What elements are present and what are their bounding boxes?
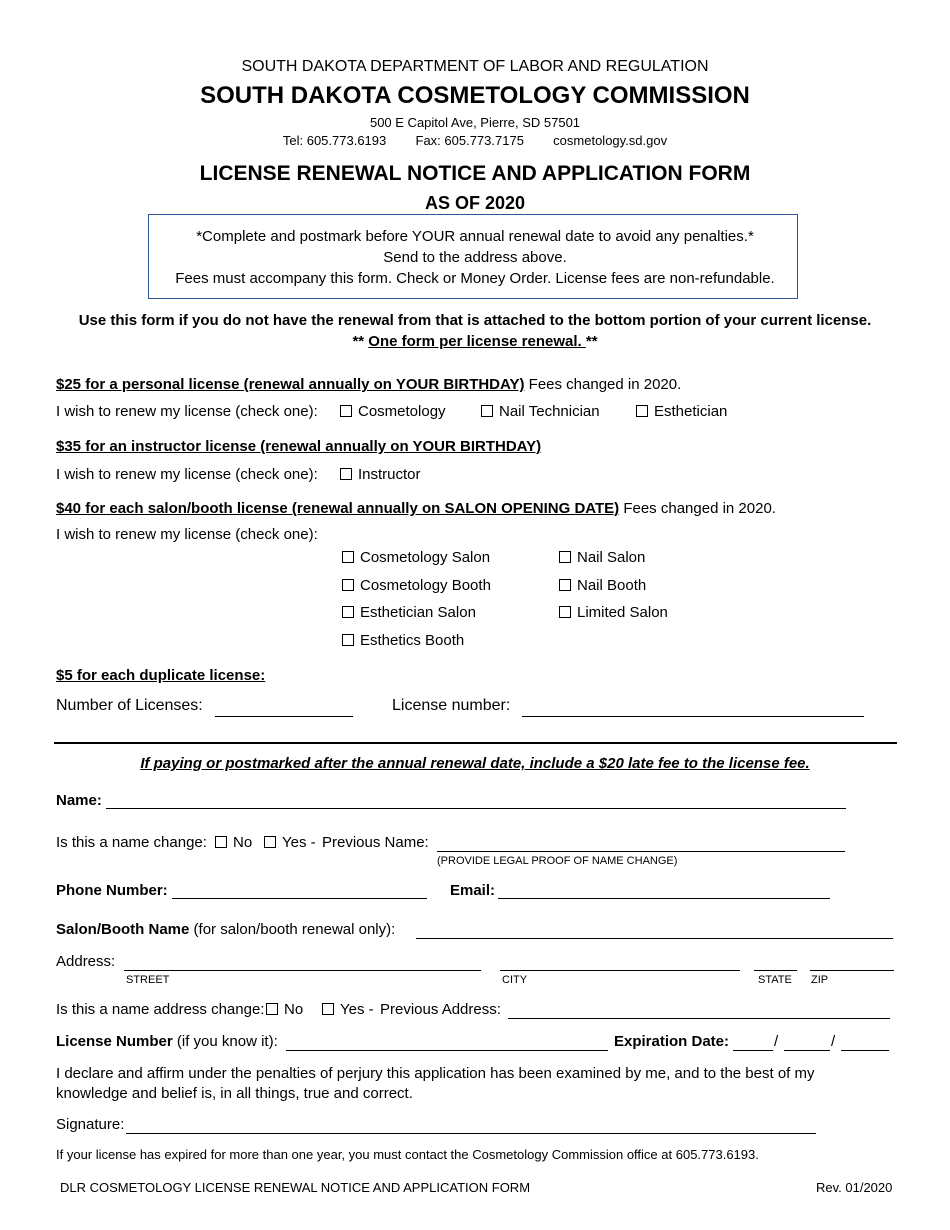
checkbox-icon (342, 551, 354, 563)
checkbox-nail-booth[interactable] (559, 577, 646, 594)
checkbox-label: Nail Technician (499, 403, 600, 420)
duplicate-license-heading: $5 for each duplicate license: (56, 667, 266, 684)
checkbox-icon (264, 836, 276, 848)
salon-name-note: (for salon/booth renewal only): (189, 921, 396, 938)
checkbox-icon (322, 1003, 334, 1015)
footer-form-name: DLR COSMETOLOGY LICENSE RENEWAL NOTICE AND APPLICATION FORM (60, 1180, 531, 1195)
section-divider (54, 742, 897, 744)
checkbox-label: Esthetics Booth (360, 632, 465, 649)
one-form-suffix: ** (585, 333, 598, 350)
checkbox-icon (559, 579, 571, 591)
one-form-text: One form per license renewal. (368, 333, 586, 350)
expiration-month-field[interactable] (733, 1050, 773, 1051)
checkbox-nail-technician[interactable] (481, 403, 600, 420)
license-number-known-label (56, 1033, 278, 1050)
instructor-prompt: I wish to renew my license (check one): (56, 466, 318, 483)
salon-heading-text: $40 for each salon/booth license (renewal annually on SALON OPENING DATE) (56, 500, 620, 517)
previous-name-label: Previous Name: (322, 834, 429, 851)
notice-line-2: Send to the address above. (383, 249, 567, 266)
checkbox-label: Esthetician Salon (360, 604, 476, 621)
personal-license-heading (56, 376, 681, 393)
personal-heading-text: $25 for a personal license (renewal annually on YOUR BIRTHDAY) (56, 376, 525, 393)
email-label: Email: (450, 882, 496, 899)
salon-prompt: I wish to renew my license (check one): (56, 526, 318, 543)
state-caption: STATE (758, 974, 792, 986)
checkbox-label: Esthetician (654, 403, 728, 420)
form-subtitle: AS OF 2020 (424, 193, 526, 213)
salon-name-bold: Salon/Booth Name (56, 921, 190, 938)
checkbox-label: Limited Salon (577, 604, 668, 621)
checkbox-icon (342, 634, 354, 646)
checkbox-limited-salon[interactable] (559, 604, 668, 621)
checkbox-label: No (284, 1001, 304, 1018)
street-caption: STREET (126, 974, 170, 986)
checkbox-label: Instructor (358, 466, 421, 483)
city-field[interactable] (500, 970, 740, 971)
number-of-licenses-field[interactable] (215, 716, 353, 717)
zip-field[interactable] (810, 970, 894, 971)
one-form-instruction (0, 333, 950, 350)
personal-prompt: I wish to renew my license (check one): (56, 403, 318, 420)
notice-line-1: *Complete and postmark before YOUR annual renewal date to avoid any penalties.* (196, 228, 754, 245)
checkbox-icon (215, 836, 227, 848)
name-change-label: Is this a name change: (56, 834, 207, 851)
checkbox-cosmetology-salon[interactable] (342, 549, 490, 566)
salon-booth-name-field[interactable] (416, 938, 893, 939)
checkbox-label: Cosmetology Salon (360, 549, 491, 566)
checkbox-icon (559, 551, 571, 563)
city-caption: CITY (502, 974, 528, 986)
expired-license-note: If your license has expired for more than one year, you must contact the Cosmetology Commission office at 605.773.6193. (56, 1147, 759, 1162)
license-number-field[interactable] (286, 1050, 608, 1051)
checkbox-icon (340, 405, 352, 417)
expiration-day-field[interactable] (784, 1050, 830, 1051)
duplicate-license-number-field[interactable] (522, 716, 864, 717)
salon-license-heading (56, 500, 776, 517)
checkbox-cosmetology[interactable] (340, 403, 446, 420)
address-label: Address: (56, 953, 116, 970)
license-number-label: License number: (392, 697, 511, 714)
checkbox-esthetics-booth[interactable] (342, 632, 464, 649)
checkbox-icon (342, 606, 354, 618)
checkbox-label: Cosmetology (358, 403, 446, 420)
checkbox-icon (340, 468, 352, 480)
phone-number-label: Phone Number: (56, 882, 168, 899)
checkbox-address-change-no[interactable] (266, 1001, 303, 1018)
name-label: Name: (56, 792, 102, 809)
license-number-note: (if you know it): (172, 1033, 278, 1050)
footer-revision: Rev. 01/2020 (816, 1180, 893, 1195)
date-separator-2: / (831, 1033, 836, 1050)
expiration-date-label: Expiration Date: (614, 1033, 730, 1050)
declaration-line-2: knowledge and belief is, in all things, true and correct. (56, 1085, 413, 1102)
checkbox-instructor[interactable] (340, 466, 421, 483)
checkbox-name-change-no[interactable] (215, 834, 252, 851)
checkbox-icon (481, 405, 493, 417)
checkbox-esthetician[interactable] (636, 403, 727, 420)
phone-number-field[interactable] (172, 898, 427, 899)
state-field[interactable] (754, 970, 797, 971)
fax-text: Fax: 605.773.7175 (415, 133, 524, 148)
checkbox-label: No (233, 834, 253, 851)
commission-address: 500 E Capitol Ave, Pierre, SD 57501 (369, 115, 581, 130)
personal-fee-note: Fees changed in 2020. (524, 376, 682, 393)
legal-proof-note: (PROVIDE LEGAL PROOF OF NAME CHANGE) (437, 855, 678, 867)
previous-name-field[interactable] (437, 851, 845, 852)
form-title: LICENSE RENEWAL NOTICE AND APPLICATION FORM (199, 162, 751, 185)
late-fee-notice: If paying or postmarked after the annual renewal date, include a $20 late fee to the license fee. (140, 755, 810, 772)
website-text: cosmetology.sd.gov (553, 133, 668, 148)
checkbox-label: Cosmetology Booth (360, 577, 491, 594)
checkbox-esthetician-salon[interactable] (342, 604, 476, 621)
signature-field[interactable] (126, 1133, 816, 1134)
phone-text: Tel: 605.773.6193 (282, 133, 387, 148)
name-field[interactable] (106, 808, 846, 809)
checkbox-icon (266, 1003, 278, 1015)
contact-line (0, 133, 950, 148)
checkbox-address-change-yes[interactable] (322, 1001, 374, 1018)
salon-fee-note: Fees changed in 2020. (619, 500, 776, 517)
number-of-licenses-label: Number of Licenses: (56, 697, 203, 714)
department-name: SOUTH DAKOTA DEPARTMENT OF LABOR AND REGULATION (241, 58, 709, 75)
street-field[interactable] (124, 970, 481, 971)
checkbox-name-change-yes[interactable] (264, 834, 316, 851)
address-change-label: Is this a name address change: (56, 1001, 265, 1018)
expiration-year-field[interactable] (841, 1050, 889, 1051)
instructor-license-heading: $35 for an instructor license (renewal annually on YOUR BIRTHDAY) (56, 438, 542, 455)
previous-address-label: Previous Address: (380, 1001, 501, 1018)
checkbox-label: Yes - (282, 834, 316, 851)
checkbox-label: Nail Salon (577, 549, 646, 566)
checkbox-cosmetology-booth[interactable] (342, 577, 491, 594)
signature-label: Signature: (56, 1116, 125, 1133)
use-form-instruction: Use this form if you do not have the renewal from that is attached to the bottom portion of your current license. (78, 312, 872, 329)
checkbox-icon (636, 405, 648, 417)
notice-line-3: Fees must accompany this form. Check or Money Order. License fees are non-refundable. (175, 270, 775, 287)
zip-caption: ZIP (811, 974, 829, 986)
checkbox-label: Yes - (340, 1001, 374, 1018)
declaration-line-1: I declare and affirm under the penalties of perjury this application has been examined by me, and to the best of my (56, 1065, 815, 1082)
previous-address-field[interactable] (508, 1018, 890, 1019)
checkbox-icon (342, 579, 354, 591)
commission-title: SOUTH DAKOTA COSMETOLOGY COMMISSION (200, 82, 750, 109)
checkbox-label: Nail Booth (577, 577, 647, 594)
checkbox-nail-salon[interactable] (559, 549, 645, 566)
one-form-prefix: ** (352, 333, 369, 350)
checkbox-icon (559, 606, 571, 618)
date-separator-1: / (774, 1033, 779, 1050)
salon-booth-name-label (56, 921, 395, 938)
email-field[interactable] (498, 898, 830, 899)
license-number-bold: License Number (56, 1033, 173, 1050)
